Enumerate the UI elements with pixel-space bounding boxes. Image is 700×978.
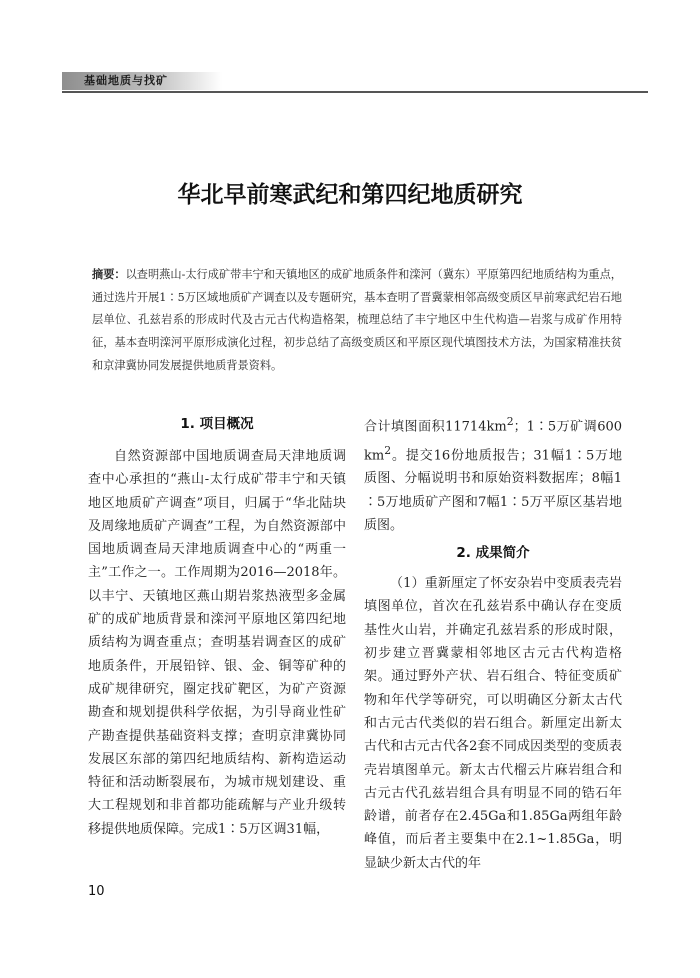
section-heading-overview: 1. 项目概况 xyxy=(180,416,254,432)
right-column xyxy=(364,410,622,875)
abstract xyxy=(92,264,622,378)
page-number: 10 xyxy=(88,884,105,899)
left-column xyxy=(88,412,346,841)
abstract-label: 摘要： xyxy=(92,268,126,281)
abstract-text: 以查明燕山-太行成矿带丰宁和天镇地区的成矿地质条件和滦河（冀东）平原第四纪地质结构为重点，通过选片开展1∶5万区域地质矿产调查以及专题研究，基本查明了晋冀蒙相邻高级变质区早前寒武纪岩石地层单位、孔兹岩系的形成时代及古元古代构造格架，梳理总结了丰宁地区中生代构造—岩浆与成矿作用特征，基本查明滦河平原形成演化过程，初步总结了高级变质区和平原区现代填图技术方法，为国家精准扶贫和京津冀协同发展提供地质背景资料。 xyxy=(92,268,622,372)
overview-continuation xyxy=(364,410,622,537)
article-title: 华北早前寒武纪和第四纪地质研究 xyxy=(177,182,523,208)
overview-paragraph: 自然资源部中国地质调查局天津地质调查中心承担的“燕山-太行成矿带丰宁和天镇地区地质矿产调查”项目，归属于“华北陆块及周缘地质矿产调查”工程，为自然资源部中国地质调查局天津地质调查中心的“两重一主”工作之一。工作周期为2016—2018年。以丰宁、天镇地区燕山期岩浆热液型多金属矿的成矿地质背景和滦河平原地区第四纪地质结构为调查重点；查明基岩调查区的成矿地质条件，开展铅锌、银、金、铜等矿种的成矿规律研究，圈定找矿靶区，为矿产资源勘查和规划提供科学依据，为引导商业性矿产勘查提供基础资料支撑；查明京津冀协同发展区东部的第四纪地质结构、新构造运动特征和活动断裂展布，为城市规划建设、重大工程规划和非首都功能疏解与产业升级转移提供地质保障。完成1∶5万区调31幅， xyxy=(88,449,346,837)
continuation-text-3: 。提交16份地质报告；31幅1∶5万地质图、分幅说明书和原始资料数据库；8幅1∶5万地质矿产图和7幅1∶5万平原区基岩地质图。 xyxy=(364,447,622,533)
continuation-text-2: ；1∶5万矿调600km xyxy=(364,419,623,463)
section-heading-results: 2. 成果简介 xyxy=(456,545,530,562)
results-paragraph: （1）重新厘定了怀安杂岩中变质表壳岩填图单位，首次在孔兹岩系中确认存在变质基性火山岩，并确定孔兹岩系的形成时限，初步建立晋冀蒙相邻地区古元古代构造格架。通过野外产状、岩石组合、特征变质矿物和年代学等研究，可以明确区分新太古代和古元古代类似的岩石组合。新厘定出新太古代和古元古代各2套不同成因类型的变质表壳岩填图单元。新太古代榴云片麻岩组合和古元古代孔兹岩组合具有明显不同的锆石年龄谱，前者存在2.45Ga和1.85Ga两组年龄峰值，而后者主要集中在2.1~1.85Ga，明显缺少新太古代的年 xyxy=(364,576,622,871)
continuation-text-1: 合计填图面积11714km xyxy=(364,419,507,435)
superscript-2: 2 xyxy=(384,443,392,457)
section-header-label: 基础地质与找矿 xyxy=(84,74,168,87)
header-divider xyxy=(62,91,648,93)
superscript-1: 2 xyxy=(506,415,514,428)
